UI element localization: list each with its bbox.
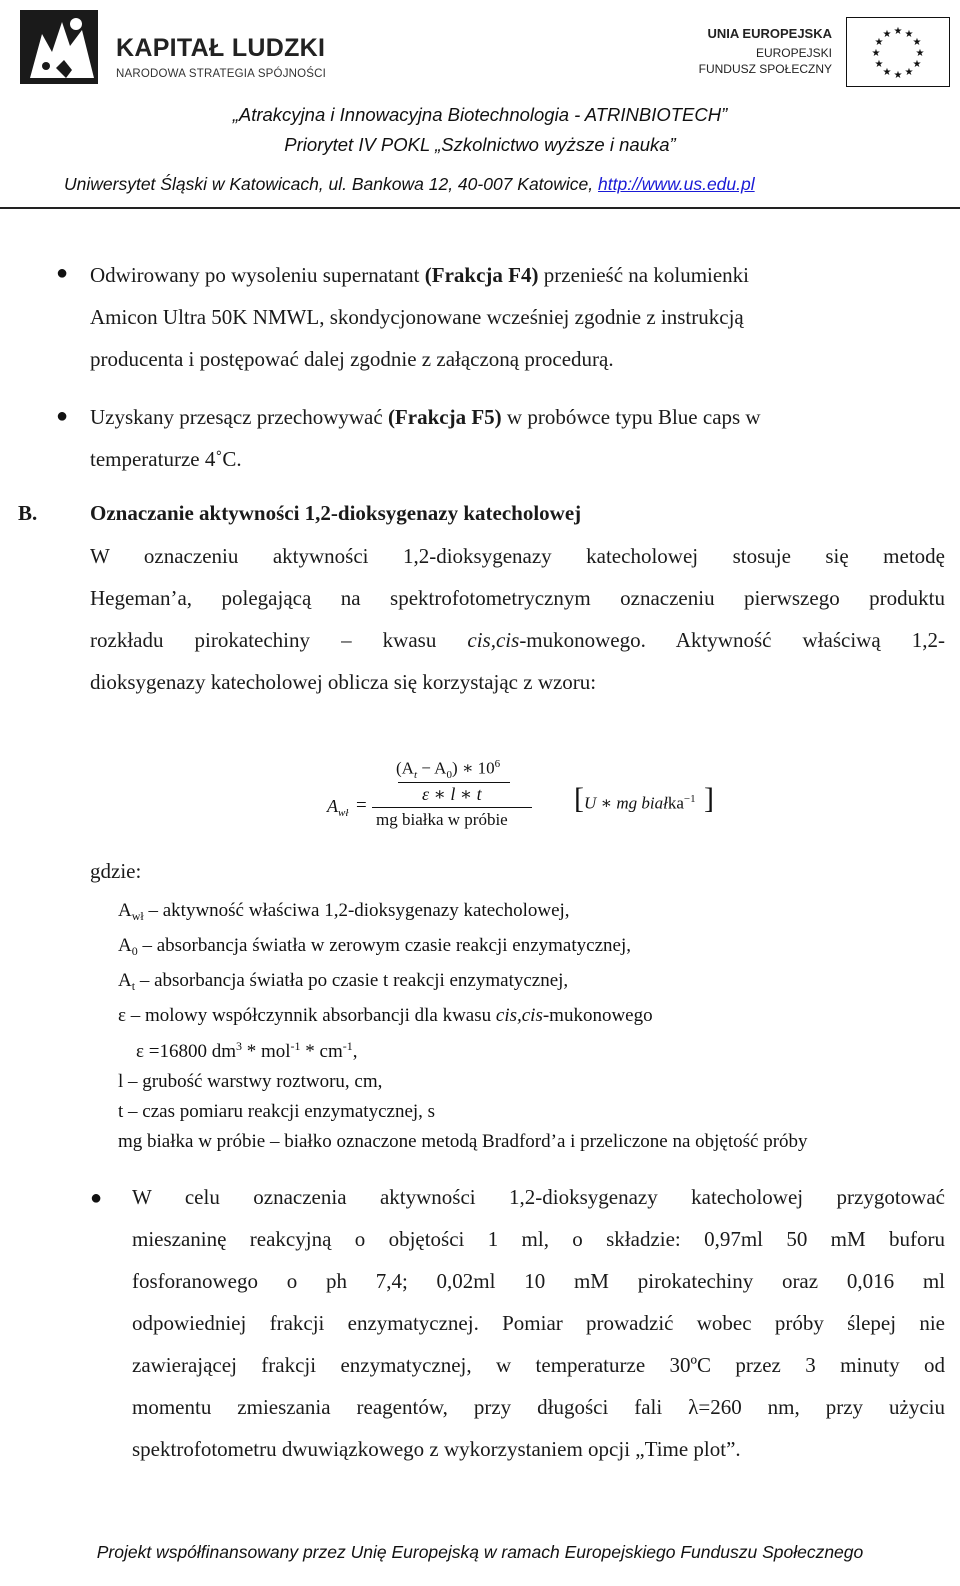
eu-line-2: EUROPEJSKI [755, 46, 832, 60]
svg-text:★: ★ [882, 67, 892, 78]
formula-equals: = [356, 795, 367, 816]
formula-numerator-top: $(A_t - A_0)$ ∗ $10^6$ [396, 758, 501, 782]
header-divider [0, 207, 960, 209]
bullet-f4-line-2: Amicon Ultra 50K NMWL, skondycjonowane wcześniej zgodnie z instrukcją [90, 305, 744, 329]
kapital-ludzki-emblem-icon [16, 8, 108, 88]
bullet-icon: ● [90, 1187, 103, 1209]
kapital-ludzki-logo [16, 8, 346, 88]
definition-mg: mg białka w próbie – białko oznaczone metodą Bradford’a i przeliczone na objętość próby [118, 1131, 808, 1152]
svg-text:★: ★ [904, 67, 914, 78]
unit-bracket-close: ] [704, 782, 714, 815]
procedure-line-6: momentu zmieszania reagentów, przy długości fali λ=260 nm, przy użyciu [132, 1395, 945, 1419]
procedure-line-5: zawierającej frakcji enzymatycznej, w temperaturze 30ºC przez 3 minuty od [132, 1353, 945, 1377]
definition-awl: $A_{wł}$ – aktywność właściwa 1,2-dioksygenazy katecholowej, [118, 900, 570, 923]
svg-text:★: ★ [882, 29, 892, 40]
formula-denominator: mg białka w próbie [376, 810, 508, 829]
formula-numerator-bottom: ε ∗ l ∗ t [422, 784, 482, 804]
procedure-line-3: fosforanowego o ph 7,4; 0,02ml 10 mM pirokatechiny oraz 0,016 ml [132, 1269, 945, 1293]
svg-text:★: ★ [893, 26, 903, 37]
section-marker: B. [18, 501, 38, 525]
bullet-f4-line-3: producenta i postępować dalej zgodnie z załączoną procedurą. [90, 347, 614, 371]
definition-t: t – czas pomiaru reakcji enzymatycznej, s [118, 1101, 436, 1122]
formula-main-fraction-line [372, 807, 532, 808]
paragraph-line-2: Hegeman’a, polegającą na spektrofotometrycznym oznaczeniu pierwszego produktu [90, 586, 945, 610]
definitions-list [118, 896, 948, 1157]
eu-stars-icon [847, 18, 949, 86]
project-title: „Atrakcyjna i Innowacyjna Biotechnologia - ATRINBIOTECH” [232, 104, 728, 125]
bullet-icon: ● [56, 262, 69, 284]
procedure-line-7: spektrofotometru dwuwiązkowego z wykorzystaniem opcji „Time plot”. [132, 1437, 741, 1461]
formula-inner-fraction-line [398, 782, 510, 783]
svg-text:★: ★ [874, 59, 884, 70]
bullet-item-f5 [90, 396, 890, 480]
formula-unit: U ∗ mg białka$^{-1}$ [584, 793, 696, 813]
paragraph-line-3: rozkładu pirokatechiny – kwasu cis,cis-mukonowego. Aktywność właściwą 1,2- [90, 628, 945, 652]
definition-at: $A_t$ – absorbancja światła po czasie t reakcji enzymatycznej, [118, 970, 569, 993]
kapital-ludzki-subtitle: NARODOWA STRATEGIA SPÓJNOŚCI [116, 68, 327, 80]
eu-flag [846, 17, 950, 87]
section-title: Oznaczanie aktywności 1,2-dioksygenazy katecholowej [90, 501, 582, 525]
procedure-line-1: W celu oznaczenia aktywności 1,2-dioksygenazy katecholowej przygotować [132, 1185, 945, 1209]
eu-line-1: UNIA EUROPEJSKA [707, 26, 832, 41]
activity-formula [0, 740, 960, 850]
svg-text:★: ★ [874, 37, 884, 48]
svg-text:★: ★ [915, 48, 925, 59]
section-paragraph [90, 535, 945, 703]
svg-text:★: ★ [904, 29, 914, 40]
kapital-ludzki-title: KAPITAŁ LUDZKI [116, 34, 326, 62]
footer-text: Projekt współfinansowany przez Unię Europejską w ramach Europejskiego Funduszu Społecznego [96, 1542, 864, 1562]
svg-text:★: ★ [871, 48, 881, 59]
bullet-icon: ● [56, 405, 69, 427]
bullet-item-procedure [132, 1176, 945, 1470]
procedure-line-4: odpowiedniej frakcji enzymatycznej. Pomiar prowadzić wobec próby ślepej nie [132, 1311, 945, 1335]
bullet-f4-line-1: Odwirowany po wysoleniu supernatant (Frakcja F4) przenieść na kolumienki [90, 263, 750, 287]
definition-epsilon-value: ε =16800 $dm^3 * mol^{-1} * cm^{-1}$, [136, 1039, 358, 1062]
svg-text:★: ★ [893, 70, 903, 81]
procedure-line-2: mieszaninę reakcyjną o objętości 1 ml, o składzie: 0,97ml 50 mM buforu [132, 1227, 945, 1251]
university-text: Uniwersytet Śląski w Katowicach, ul. Bankowa 12, 40-007 Katowice, [64, 174, 599, 194]
definitions-intro: gdzie: [90, 859, 142, 883]
bullet-f5-line-1: Uzyskany przesącz przechowywać (Frakcja F5) w probówce typu Blue caps w [90, 405, 761, 429]
definition-a0: $A_0$ – absorbancja światła w zerowym czasie reakcji enzymatycznej, [118, 935, 631, 958]
university-link[interactable]: http://www.us.edu.pl [598, 174, 755, 194]
unit-bracket-open: [ [574, 782, 584, 815]
definition-epsilon: ε – molowy współczynnik absorbancji dla kwasu cis,cis-mukonowego [118, 1005, 653, 1026]
definition-l: l – grubość warstwy roztworu, cm, [118, 1071, 383, 1092]
eu-logo [700, 10, 950, 90]
bullet-item-f4 [90, 254, 890, 380]
svg-text:★: ★ [912, 37, 922, 48]
priority-title: Priorytet IV POKL „Szkolnictwo wyższe i nauka” [284, 134, 676, 155]
paragraph-line-1: W oznaczeniu aktywności 1,2-dioksygenazy katecholowej stosuje się metodę [90, 544, 945, 568]
eu-line-3: FUNDUSZ SPOŁECZNY [698, 62, 832, 76]
bullet-f5-line-2: temperaturze 4˚C. [90, 447, 242, 471]
formula-lhs: $A_{wł}$ [327, 796, 349, 819]
university-address [64, 174, 755, 195]
paragraph-line-4: dioksygenazy katecholowej oblicza się korzystając z wzoru: [90, 670, 597, 694]
svg-text:★: ★ [912, 59, 922, 70]
